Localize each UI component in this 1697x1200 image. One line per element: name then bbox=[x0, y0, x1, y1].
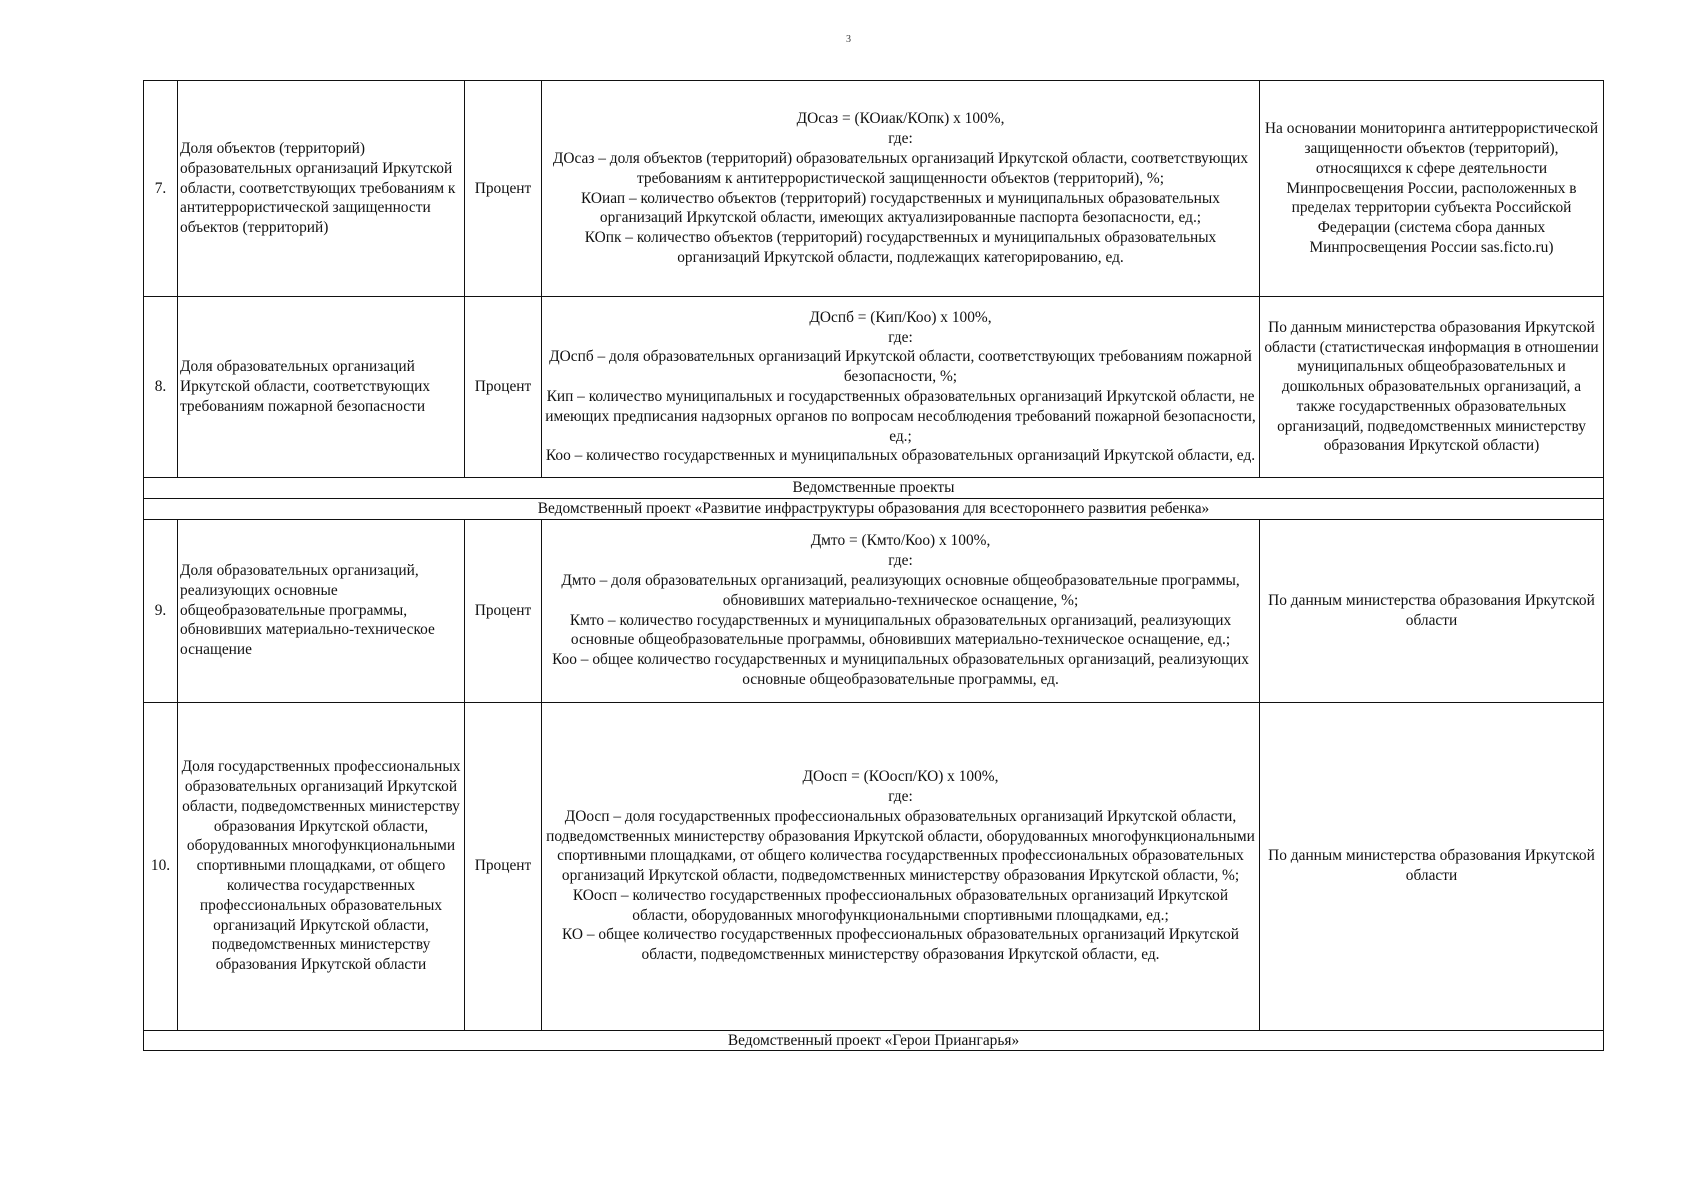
formula-line: ДОосп = (КОосп/КО) х 100%, bbox=[802, 768, 999, 786]
formula-line: Коо – общее количество государственных и муниципальных образовательных организаций, реализующих основные общеобразовательные программы, ед. bbox=[552, 651, 1249, 688]
formula-line: Дмто – доля образовательных организаций, реализующих основные общеобразовательные программы, обновивших материально-техническое оснащение, %; bbox=[561, 572, 1240, 609]
formula-line: КОиап – количество объектов (территорий) государственных и муниципальных образовательных организаций Иркутской области, имеющих актуализированные паспорта безопасности, ед.; bbox=[581, 189, 1220, 227]
formula-line: Кип – количество муниципальных и государственных образовательных организаций Иркутской области, не имеющих предписания надзорных органов по вопросам несоблюдения требований пожарной безопасности, ед.; bbox=[545, 388, 1256, 445]
unit-cell: Процент bbox=[465, 702, 542, 1030]
table-row bbox=[144, 297, 1604, 478]
row-number: 9. bbox=[144, 519, 178, 702]
section-title: Ведомственные проекты bbox=[144, 478, 1604, 499]
row-number: 10. bbox=[144, 702, 178, 1030]
table-row bbox=[144, 519, 1604, 702]
formula-line: где: bbox=[888, 787, 913, 805]
formula-line: ДОспб = (Кип/Коо) х 100%, bbox=[809, 308, 992, 326]
indicator-name: Доля объектов (территорий) образовательных организаций Иркутской области, соответствующих требованиям к антитеррористической защищенности объектов (территорий) bbox=[178, 81, 465, 297]
formula-line: КО – общее количество государственных профессиональных образовательных организаций Иркутской области, подведомственных министерству образования Иркутской области, ед. bbox=[562, 926, 1239, 964]
unit-cell: Процент bbox=[465, 81, 542, 297]
formula-cell bbox=[542, 519, 1260, 702]
formula-line: где: bbox=[888, 328, 913, 346]
formula-line: ДОсаз = (КОиак/КОпк) х 100%, bbox=[796, 110, 1005, 128]
indicator-name: Доля образовательных организаций, реализующих основные общеобразовательные программы, обновивших материально-техническое оснащение bbox=[178, 519, 465, 702]
formula-line: ДОсаз – доля объектов (территорий) образовательных организаций Иркутской области, соответствующих требованиям к антитеррористической защищенности объектов (территорий), %; bbox=[552, 149, 1249, 187]
source-cell: По данным министерства образования Иркутской области bbox=[1260, 519, 1604, 702]
section-row bbox=[144, 1030, 1604, 1051]
formula-cell bbox=[542, 702, 1260, 1030]
section-row bbox=[144, 478, 1604, 499]
formula-line: Коо – количество государственных и муниципальных образовательных организаций Иркутской области, ед. bbox=[545, 447, 1256, 465]
formula-line: ДОосп – доля государственных профессиональных образовательных организаций Иркутской области, подведомственных министерству образования Иркутской области, оборудованных многофункциональными спортивными площадками, от общего количества государственных профессиональных образовательных организаций Иркутской области, подведомственных министерству образования Иркутской области, %; bbox=[546, 807, 1255, 885]
row-number: 7. bbox=[144, 81, 178, 297]
indicator-name: Доля государственных профессиональных образовательных организаций Иркутской области, подведомственных министерству образования Иркутской области, оборудованных многофункциональными спортивными площадками, от общего количества государственных профессиональных образовательных организаций Иркутской области, подведомственных министерству образования Иркутской области bbox=[178, 702, 465, 1030]
table-row bbox=[144, 81, 1604, 297]
formula-cell bbox=[542, 297, 1260, 478]
page-number: 3 bbox=[846, 34, 851, 45]
formula-line: где: bbox=[888, 130, 913, 148]
formula-line: КОосп – количество государственных профессиональных образовательных организаций Иркутской области, оборудованных многофункциональными спортивными площадками, ед.; bbox=[572, 886, 1229, 924]
indicators-table bbox=[143, 80, 1604, 1051]
indicator-name: Доля образовательных организаций Иркутской области, соответствующих требованиям пожарной безопасности bbox=[178, 297, 465, 478]
row-number: 8. bbox=[144, 297, 178, 478]
table-row bbox=[144, 702, 1604, 1030]
formula-line: Кмто – количество государственных и муниципальных образовательных организаций, реализующих основные общеобразовательные программы, обновивших материально-техническое оснащение, ед.; bbox=[569, 611, 1232, 649]
unit-cell: Процент bbox=[465, 519, 542, 702]
unit-cell: Процент bbox=[465, 297, 542, 478]
source-cell: По данным министерства образования Иркутской области bbox=[1260, 702, 1604, 1030]
formula-line: ДОспб – доля образовательных организаций Иркутской области, соответствующих требованиям пожарной безопасности, %; bbox=[549, 348, 1252, 386]
source-cell: По данным министерства образования Иркутской области (статистическая информация в отношении муниципальных общеобразовательных и дошкольных образовательных организаций, а также государственных образовательных организаций, подведомственных министерству образования Иркутской области) bbox=[1260, 297, 1604, 478]
formula-line: Дмто = (Кмто/Коо) х 100%, bbox=[810, 532, 991, 550]
section-title: Ведомственный проект «Развитие инфраструктуры образования для всестороннего развития ребенка» bbox=[144, 498, 1604, 519]
source-cell: На основании мониторинга антитеррористической защищенности объектов (территорий), относящихся к сфере деятельности Минпросвещения России, расположенных в пределах территории субъекта Российской Федерации (система сбора данных Минпросвещения России sas.ficto.ru) bbox=[1260, 81, 1604, 297]
section-row bbox=[144, 498, 1604, 519]
formula-cell bbox=[542, 81, 1260, 297]
section-title: Ведомственный проект «Герои Приангарья» bbox=[144, 1030, 1604, 1051]
formula-line: где: bbox=[888, 552, 913, 570]
formula-line: КОпк – количество объектов (территорий) государственных и муниципальных образовательных организаций Иркутской области, подлежащих категорированию, ед. bbox=[584, 229, 1217, 266]
